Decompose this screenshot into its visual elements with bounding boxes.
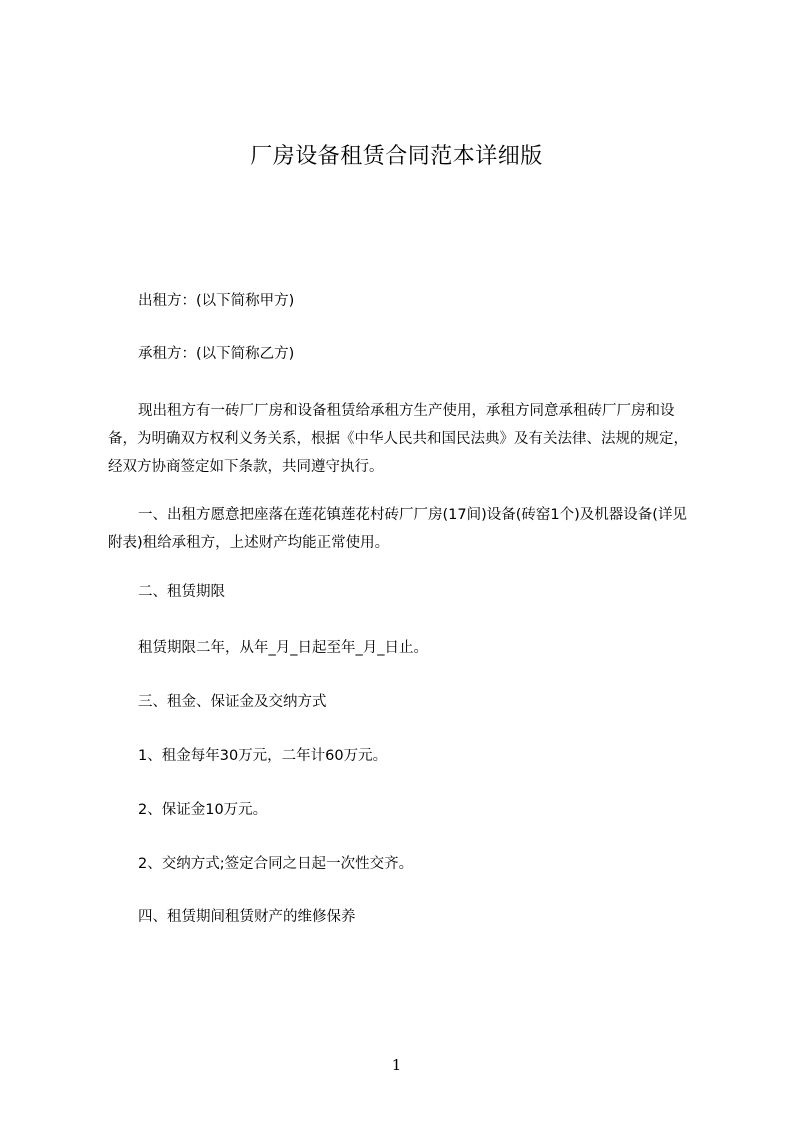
rent-paragraph: 1、租金每年30万元，二年计60万元。 [138,748,388,764]
lease-term-paragraph: 租赁期限二年，从年_月_日起至年_月_日止。 [138,640,428,656]
clause-4-heading: 四、租赁期间租赁财产的维修保养 [138,909,356,925]
clause-2-heading: 二、租赁期限 [138,584,225,600]
document-title: 厂房设备租赁合同范本详细版 [250,144,543,169]
payment-method-paragraph: 2、交纳方式;签定合同之日起一次性交齐。 [138,856,414,872]
page-number: 1 [391,1056,402,1074]
deposit-paragraph: 2、保证金10万元。 [138,802,268,818]
lessor-line: 出租方：(以下简称甲方) [138,293,295,309]
clause-3-heading: 三、租金、保证金及交纳方式 [138,694,327,710]
lessee-line: 承租方：(以下简称乙方) [138,346,295,362]
clause-1-paragraph: 一、出租方愿意把座落在莲花镇莲花村砖厂厂房(17间)设备(砖窑1个)及机器设备(详见附表)租给承租方，上述财产均能正常使用。 [108,507,687,551]
preamble-paragraph: 现出租方有一砖厂厂房和设备租赁给承租方生产使用，承租方同意承租砖厂厂房和设备，为明确双方权利义务关系，根据《中华人民共和国民法典》及有关法律、法规的规定，经双方协商签定如下条款，共同遵守执行。 [108,403,688,475]
